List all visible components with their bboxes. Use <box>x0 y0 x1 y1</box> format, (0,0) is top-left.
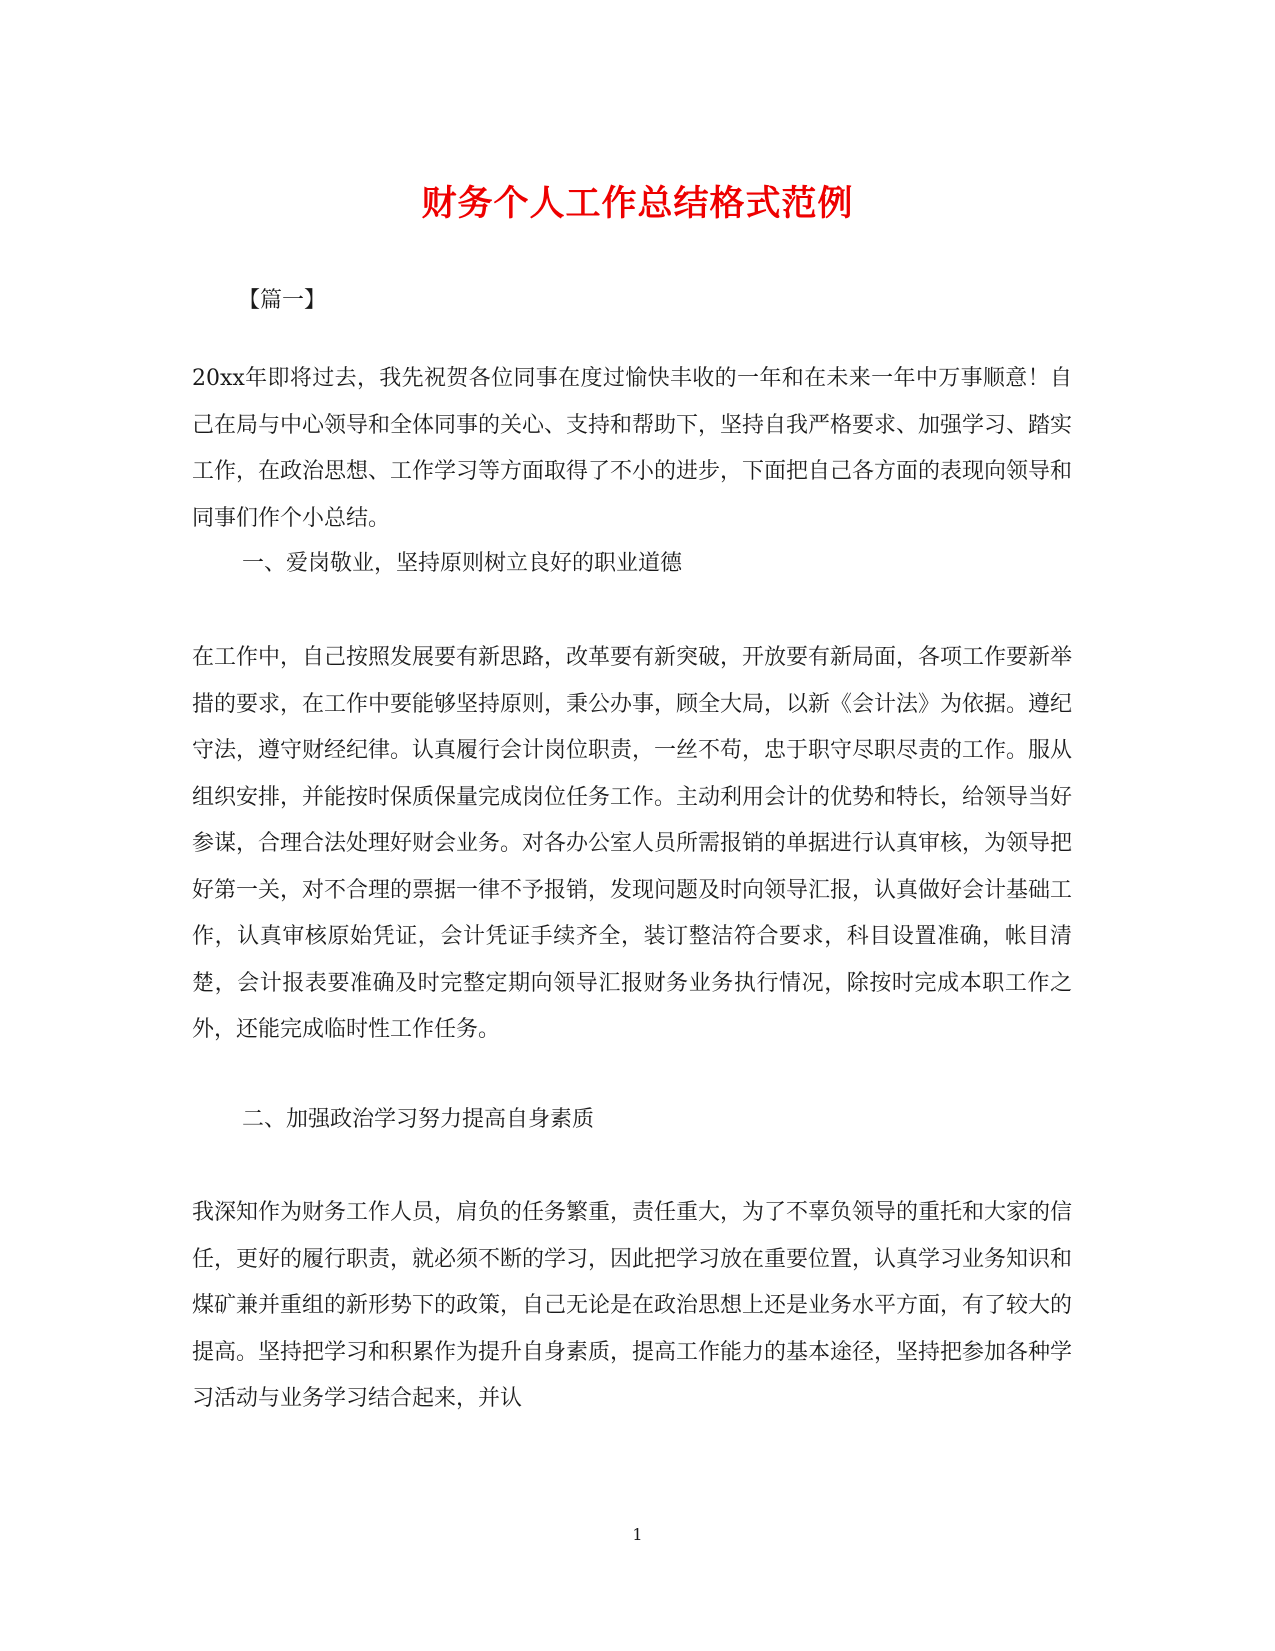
section-heading-2: 二、加强政治学习努力提高自身素质 <box>242 1107 595 1132</box>
paragraph-study: 我深知作为财务工作人员，肩负的任务繁重，责任重大，为了不辜负领导的重托和大家的信任，更好的履行职责，就必须不断的学习，因此把学习放在重要位置，认真学习业务知识和煤矿兼并重组的新形势下的政策，自己无论是在政治思想上还是业务水平方面，有了较大的提高。坚持把学习和积累作为提升自身素质，提高工作能力的基本途径，坚持把参加各种学习活动与业务学习结合起来，并认 <box>192 1200 1073 1411</box>
document-title: 财务个人工作总结格式范例 <box>421 183 854 224</box>
section-heading-1: 一、爱岗敬业，坚持原则树立良好的职业道德 <box>242 551 683 576</box>
page-number: 1 <box>632 1525 643 1544</box>
paragraph-work-ethics: 在工作中，自己按照发展要有新思路，改革要有新突破，开放要有新局面，各项工作要新举措的要求，在工作中要能够坚持原则，秉公办事，顾全大局，以新《会计法》为依据。遵纪守法，遵守财经纪律。认真履行会计岗位职责，一丝不苟，忠于职守尽职尽责的工作。服从组织安排，并能按时保质保量完成岗位任务工作。主动利用会计的优势和特长，给领导当好参谋，合理合法处理好财会业务。对各办公室人员所需报销的单据进行认真审核，为领导把好第一关，对不合理的票据一律不予报销，发现问题及时向领导汇报，认真做好会计基础工作，认真审核原始凭证，会计凭证手续齐全，装订整洁符合要求，科目设置准确，帐目清楚，会计报表要准确及时完整定期向领导汇报财务业务执行情况，除按时完成本职工作之外，还能完成临时性工作任务。 <box>192 645 1073 1042</box>
section-mark: 【篇一】 <box>238 288 327 313</box>
paragraph-intro: 20xx年即将过去，我先祝贺各位同事在度过愉快丰收的一年和在未来一年中万事顺意！自己在局与中心领导和全体同事的关心、支持和帮助下，坚持自我严格要求、加强学习、踏实工作，在政治思想、工作学习等方面取得了不小的进步，下面把自己各方面的表现向领导和同事们作个小总结。 <box>192 366 1073 531</box>
